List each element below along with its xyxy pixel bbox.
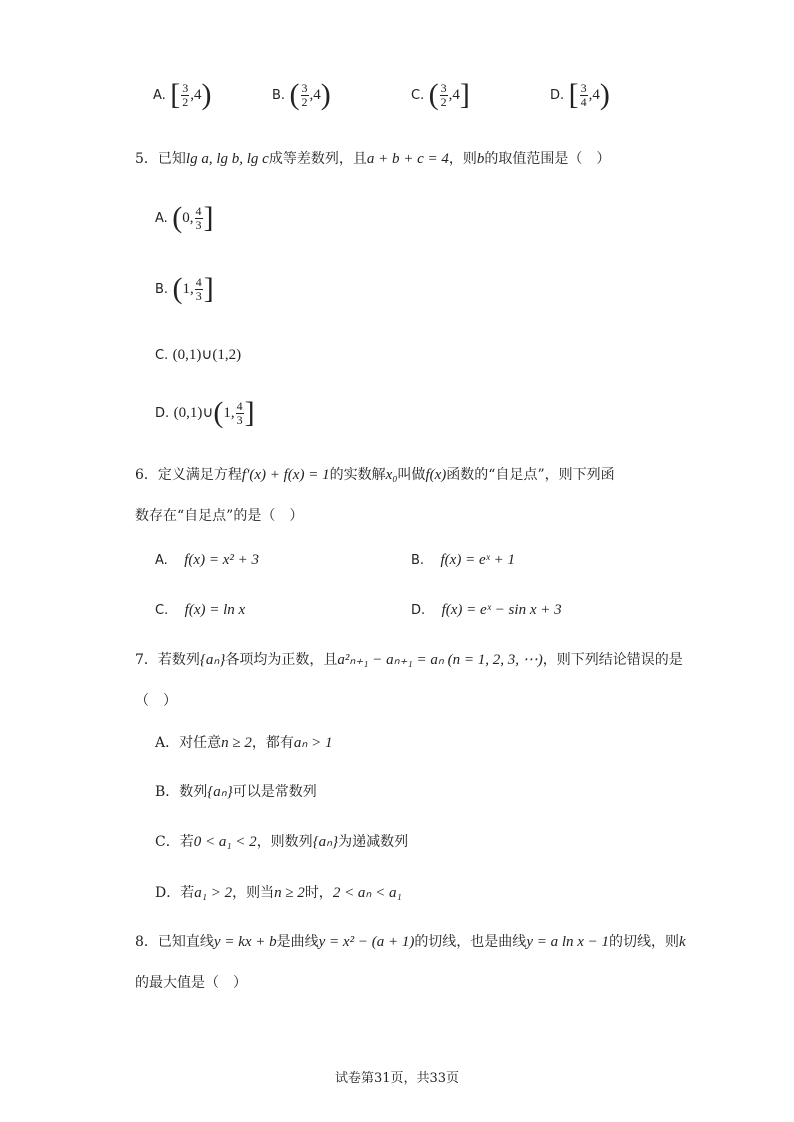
- bracket: [: [568, 78, 579, 111]
- q7-option-d: [155, 884, 402, 902]
- bracket: (: [213, 396, 224, 429]
- fraction: [580, 82, 588, 109]
- text: 为递减数列: [338, 834, 409, 850]
- question-7-stem: [135, 651, 683, 669]
- text: 的取值范围是（ ）: [484, 151, 611, 167]
- option-label: C.: [155, 603, 169, 618]
- text: 数列: [179, 784, 208, 800]
- q6-option-d: [411, 601, 562, 619]
- q7-option-c: [155, 833, 408, 851]
- numerator: 3: [580, 80, 587, 95]
- denominator: 2: [440, 94, 447, 109]
- math: b: [476, 151, 485, 167]
- option-label: A.: [153, 88, 166, 103]
- question-6-stem: [135, 466, 615, 484]
- option-label: A.: [155, 211, 168, 226]
- value: 1,: [223, 405, 235, 421]
- text: 若: [179, 834, 194, 850]
- denominator: 2: [301, 94, 308, 109]
- option-label: D．: [155, 885, 181, 901]
- text: ，则: [448, 151, 477, 167]
- option-label: B.: [155, 282, 169, 297]
- text: ，都有: [251, 735, 294, 751]
- option-label: D.: [411, 603, 426, 618]
- math: k: [679, 934, 686, 950]
- math: (0,1)∪(1,2): [172, 347, 242, 363]
- bracket: ]: [459, 78, 470, 111]
- text: 是曲线: [276, 934, 319, 950]
- fraction: [301, 82, 309, 109]
- text: 若: [180, 885, 195, 901]
- text: 可以是常数列: [232, 784, 317, 800]
- text: ，则下列结论错误的是: [542, 652, 683, 668]
- math: n ≥ 2: [221, 735, 252, 751]
- text: 的实数解: [329, 467, 386, 483]
- fraction: [236, 400, 244, 427]
- math: y = x² − (a + 1): [318, 934, 415, 950]
- math: y = a ln x − 1: [526, 934, 610, 950]
- option-label: B.: [272, 88, 286, 103]
- denominator: 4: [580, 94, 587, 109]
- bracket: ): [201, 78, 212, 111]
- text: ，则当: [232, 885, 275, 901]
- numerator: 3: [182, 80, 189, 95]
- text: 对任意: [179, 735, 222, 751]
- math: {aₙ}: [199, 652, 226, 668]
- bracket: ]: [203, 201, 214, 234]
- q4-option-d: [550, 80, 610, 110]
- value: ,4: [309, 87, 321, 103]
- numerator: 3: [440, 80, 447, 95]
- question-6-stem-line2: 数存在“自足点”的是（ ）: [135, 508, 304, 524]
- q4-option-a: [153, 80, 212, 110]
- math: a + b + c = 4: [366, 151, 449, 167]
- text: 成等差数列，且: [268, 151, 367, 167]
- q6-option-a: [155, 551, 259, 569]
- q5-option-b: [155, 274, 214, 304]
- option-label: D.: [155, 406, 170, 421]
- text: 函数的“自足点”，则下列函: [446, 467, 615, 483]
- option-label: C.: [411, 88, 425, 103]
- math: 0 < a₁ < 2: [193, 834, 257, 850]
- value: 1,: [182, 281, 194, 297]
- math: f′(x) + f(x) = 1: [241, 467, 330, 483]
- math: n ≥ 2: [274, 885, 305, 901]
- numerator: 4: [195, 274, 202, 289]
- text: 叫做: [397, 467, 426, 483]
- q4-option-b: [272, 80, 331, 110]
- bracket: (: [172, 272, 183, 305]
- math: f(x) = x² + 3: [184, 552, 259, 568]
- math: y = kx + b: [213, 934, 277, 950]
- text: 已知: [157, 151, 186, 167]
- fraction: [195, 276, 203, 303]
- math: aₙ > 1: [293, 735, 333, 751]
- denominator: 3: [195, 217, 202, 232]
- denominator: 3: [195, 288, 202, 303]
- text: 各项均为正数，且: [225, 652, 338, 668]
- math: (0,1)∪: [173, 405, 214, 421]
- numerator: 3: [301, 80, 308, 95]
- denominator: 2: [182, 94, 189, 109]
- q7-option-b: [155, 783, 317, 801]
- question-7-stem-line2: （ ）: [135, 693, 177, 709]
- bracket: ]: [244, 396, 255, 429]
- math: f(x) = eˣ + 1: [440, 552, 515, 568]
- page-footer: 试卷第31页，共33页: [334, 1071, 460, 1086]
- option-label: C.: [155, 348, 169, 363]
- text: 已知直线: [157, 934, 214, 950]
- bracket: ]: [203, 272, 214, 305]
- math: 2 < aₙ < a₁: [332, 885, 402, 901]
- option-label: B.: [411, 553, 425, 568]
- value: ,4: [448, 87, 460, 103]
- text: 的切线，则: [609, 934, 680, 950]
- q6-option-c: [155, 601, 245, 619]
- question-number: 8．: [135, 934, 158, 950]
- text: ，则数列: [256, 834, 313, 850]
- value: ,4: [588, 87, 600, 103]
- text: 若数列: [157, 652, 200, 668]
- q5-option-c: [155, 346, 241, 364]
- question-number: 5．: [135, 151, 158, 167]
- q4-option-c: [411, 80, 470, 110]
- option-label: A.: [155, 553, 168, 568]
- bracket: (: [289, 78, 300, 111]
- question-8-stem: [135, 933, 686, 951]
- text: 时，: [304, 885, 333, 901]
- bracket: ): [599, 78, 610, 111]
- bracket: ): [320, 78, 331, 111]
- denominator: 3: [236, 412, 243, 427]
- bracket: (: [172, 201, 183, 234]
- fraction: [181, 82, 189, 109]
- math: {aₙ}: [207, 784, 233, 800]
- option-label: A．: [155, 735, 180, 751]
- numerator: 4: [195, 203, 202, 218]
- math: a²ₙ₊₁ − aₙ₊₁ = aₙ (n = 1, 2, 3, ⋯): [337, 652, 543, 668]
- option-label: C．: [155, 834, 180, 850]
- text: 定义满足方程: [157, 467, 242, 483]
- math: lg a, lg b, lg c: [185, 151, 269, 167]
- bracket: [: [170, 78, 181, 111]
- text: 的切线，也是曲线: [414, 934, 527, 950]
- math: a₁ > 2: [194, 885, 233, 901]
- q6-option-b: [411, 551, 515, 569]
- question-8-stem-line2: 的最大值是（ ）: [135, 975, 247, 991]
- q7-option-a: [155, 734, 332, 752]
- q5-option-a: [155, 203, 214, 233]
- option-label: B．: [155, 784, 180, 800]
- option-label: D.: [550, 88, 565, 103]
- numerator: 4: [236, 398, 243, 413]
- question-number: 6．: [135, 467, 158, 483]
- fraction: [195, 205, 203, 232]
- question-number: 7．: [135, 652, 158, 668]
- q5-option-d: [155, 398, 255, 428]
- value: ,4: [190, 87, 202, 103]
- math: f(x) = eˣ − sin x + 3: [441, 602, 562, 618]
- fraction: [440, 82, 448, 109]
- math: f(x): [425, 467, 447, 483]
- value: 0,: [182, 210, 194, 226]
- math: x₀: [385, 467, 398, 483]
- bracket: (: [428, 78, 439, 111]
- math: f(x) = ln x: [184, 602, 246, 618]
- question-5-stem: [135, 150, 610, 168]
- math: {aₙ}: [312, 834, 339, 850]
